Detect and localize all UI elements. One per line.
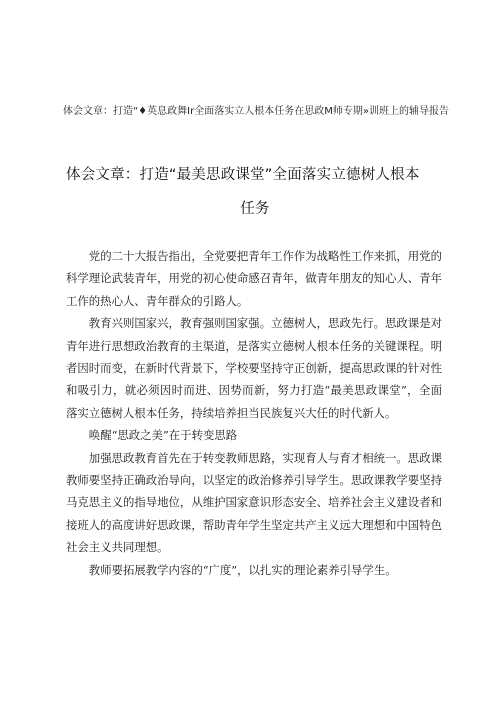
title-line-2: 任务	[240, 201, 270, 217]
section-heading: 唤醒“思政之美”在于转变思路	[88, 428, 238, 443]
document-body	[66, 245, 442, 581]
document-title	[66, 158, 444, 226]
title-line-1: 体会文章：打造“最美思政课堂”全面落实立德树人根本	[66, 167, 420, 183]
paragraph: 教育兴则国家兴，教育强则国家强。立德树人，思政先行。思政课是对青年进行思想政治教育的主渠道，是落实立德树人根本任务的关键课程。明者因时而变，在新时代背景下，学校要坚持守正创新，提高思政课的针对性和吸引力，就必须因时而进、因势而新，努力打造“最美思政课堂”，全面落实立德树人根本任务，持续培养担当民族复兴大任的时代新人。	[66, 316, 442, 420]
paragraph: 加强思政教育首先在于转变教师思路，实现育人与育才相统一。思政课教师要坚持正确政治导向，以坚定的政治修养引导学生。思政课教学要坚持马克思主义的指导地位，从维护国家意识形态安全、培养社会主义建设者和接班人的高度讲好思政课，帮助青年学生坚定共产主义远大理想和中国特色社会主义共同理想。	[66, 450, 442, 555]
paragraph: 教师要拓展教学内容的“广度”，以扎实的理论素养引导学生。	[88, 562, 397, 577]
document-header	[63, 103, 453, 121]
header-text: 体会文章：打造“♦英息政舞Ir全面落实立人根本任务在思政M师专期»训班上的辅导报告	[63, 106, 449, 117]
paragraph: 党的二十大报告指出，全党要把青年工作作为战略性工作来抓，用党的科学理论武装青年，用党的初心使命感召青年，做青年朋友的知心人、青年工作的热心人、青年群众的引路人。	[66, 249, 442, 308]
